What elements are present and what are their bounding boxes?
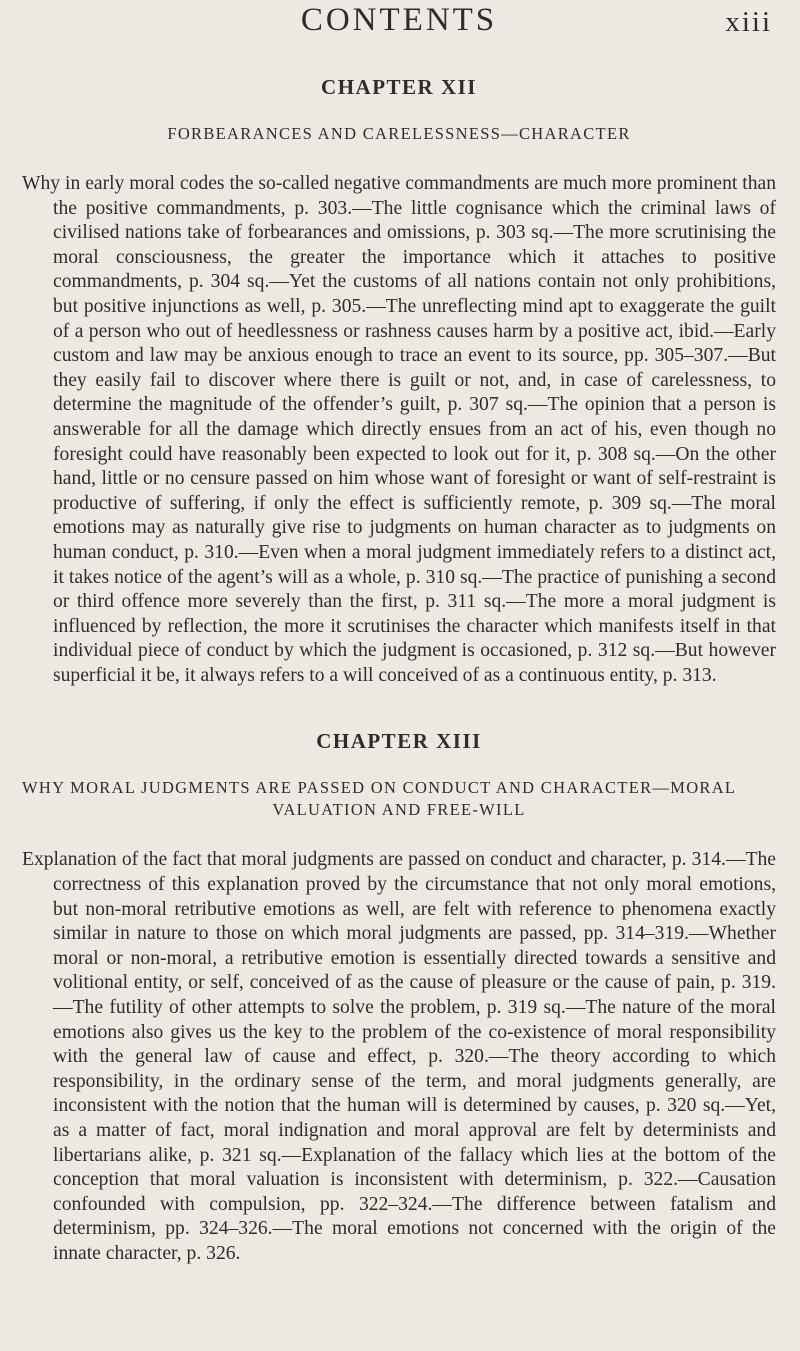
page-number: xiii xyxy=(725,6,772,38)
chapter-summary: Explanation of the fact that moral judgments are passed on conduct and character, p. 314.—The correctness of this explanation proved by the circumstance that not only moral emotions, but non-moral retributive emotions as well, are felt with reference to phenomena exactly similar in nature to those on which moral judgments are passed, pp. 314–319.—Whether moral or non-moral, a retributive emotion is essentially directed towards a sensitive and volitional entity, or self, conceived of as the cause of pleasure or the cause of pain, p. 319.—The futility of other attempts to solve the problem, p. 319 sq.—The nature of the moral emotions also gives us the key to the problem of the co-existence of moral responsibility with the general law of cause and effect, p. 320.—The theory according to which responsibility, in the ordinary sense of the term, and moral judgments generally, are inconsistent with the notion that the human will is determined by causes, p. 320 sq.—Yet, as a matter of fact, moral indignation and moral approval are felt by determinists and libertarians alike, p. 321 sq.—Explanation of the fallacy which lies at the bottom of the conception that moral valuation is inconsistent with determinism, p. 322.—Causation confounded with compulsion, pp. 322–324.—The difference between fatalism and determinism, pp. 324–326.—The moral emotions not concerned with the origin of the innate character, p. 326. xyxy=(22,849,776,1264)
chapter-heading: CHAPTER XIII xyxy=(316,729,482,754)
chapter-subject-line: WHY MORAL JUDGMENTS ARE PASSED ON CONDUCT AND CHARACTER—MORAL xyxy=(22,778,737,798)
chapter-subject xyxy=(22,777,776,821)
chapter-xii-section xyxy=(22,74,776,688)
chapter-subject-line: FORBEARANCES AND CARELESSNESS—CHARACTER xyxy=(167,124,631,143)
running-head-title: CONTENTS xyxy=(300,2,498,38)
chapter-xiii-section xyxy=(22,728,776,1266)
chapter-heading: CHAPTER XII xyxy=(321,75,477,99)
chapter-subject-line: VALUATION AND FREE-WILL xyxy=(272,800,526,820)
chapter-subject xyxy=(22,123,776,145)
running-head xyxy=(22,0,776,60)
chapter-summary: Why in early moral codes the so-called negative commandments are much more prominent than the positive commandments, p. 303.—The little cognisance which the criminal laws of civilised nations take of forbearances and omissions, p. 303 sq.—The more scrutinising the moral consciousness, the greater the importance which it attaches to positive commandments, p. 304 sq.—Yet the customs of all nations contain not only prohibitions, but positive injunctions as well, p. 305.—The unreflecting mind apt to exaggerate the guilt of a person who out of heedlessness or rashness causes harm by a positive act, ibid.—Early custom and law may be anxious enough to trace an event to its source, pp. 305–307.—But they easily fail to discover where there is guilt or not, and, in case of carelessness, to determine the magnitude of the offender’s guilt, p. 307 sq.—The opinion that a person is answerable for all the damage which directly ensues from an act of his, even though no foresight could have reasonably been expected to look out for it, p. 308 sq.—On the other hand, little or no censure passed on him whose want of foresight or want of self-restraint is productive of suffering, if only the effect is sufficiently remote, p. 309 sq.—The moral emotions may as naturally give rise to judgments on human character as to judgments on human conduct, p. 310.—Even when a moral judgment immediately refers to a distinct act, it takes notice of the agent’s will as a whole, p. 310 sq.—The practice of punishing a second or third offence more severely than the first, p. 311 sq.—The more a moral judgment is influenced by reflection, the more it scrutinises the character which manifests itself in that individual piece of conduct by which the judgment is occasioned, p. 312 sq.—But however superficial it be, it always refers to a will conceived of as a continuous entity, p. 313. xyxy=(22,173,776,686)
